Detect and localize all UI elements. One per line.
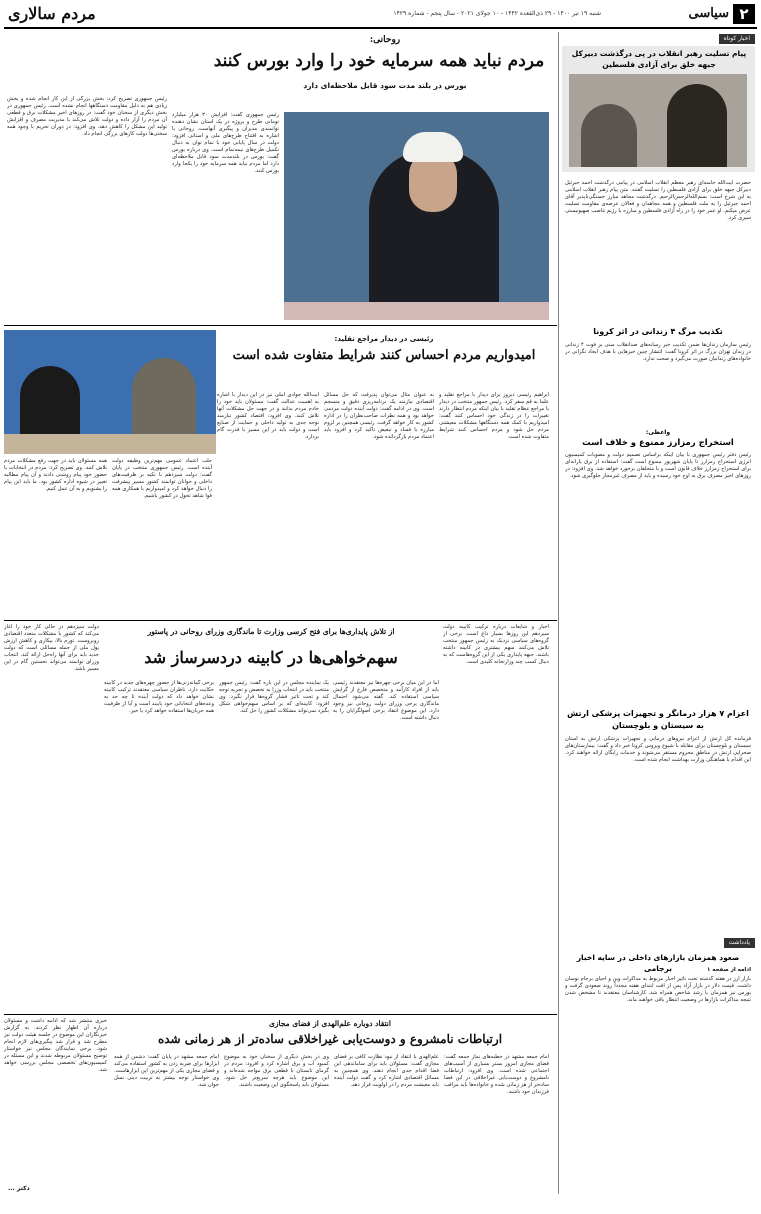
masthead-rule: [4, 27, 757, 29]
second-col-2: به عنوان مثال می‌توان پذیرفت که حل مسائل اقتصادی نیازمند یک برنامه‌ریزی دقیق و منسجم است. وی در ادامه گفت: دولت آینده دولت مردمی خواهد بود و همه نظرات صاحب‌نظران را در اداره کشور به کار خواهد گرفت. رئیسی همچنین بر لزوم مبارزه با فساد و تبعیض تاکید کرد و افزود باید اعتماد مردم بازگردانده شود.: [324, 392, 434, 440]
lead-photo: [284, 112, 549, 320]
date-line: شنبه ۱۹ تیر ۱۴۰۰ - ۲۹ ذی‌القعده ۱۴۴۲ - ۱۰ جولای ۲۰۲۱ - سال پنجم - شماره ۱۴۲۹: [393, 10, 601, 17]
rule-1: [4, 325, 557, 326]
raisi-photo: [4, 330, 216, 454]
fourth-kicker: انتقاد دوباره علم‌الهدی از فضای مجازی: [269, 1019, 391, 1028]
fourth-col-3: وی در بخش دیگری از سخنان خود به موضوع کمبود آب و برق اشاره کرد و افزود: مردم در گرمای تابستان با قطعی برق مواجه شده‌اند و این موضوع باید هرچه سریع‌تر حل شود. مسئولان باید پاسخگوی این وضعیت باشند.: [224, 1054, 329, 1088]
second-col-1: ابراهیم رئیسی دیروز برای دیدار با مراجع تقلید و علما به قم سفر کرد. رئیس جمهور منتخب در دیدار با مراجع عظام تقلید با بیان اینکه مردم انتظار دارند تغییرات را در زندگی خود احساس کنند گفت: امیدواریم با کمک همه دستگاهها مشکلات معیشتی مردم حل شود و مردم احساس کنند شرایط متفاوت شده است.: [439, 392, 549, 440]
condolence-title: پیام تسلیت رهبر انقلاب در پی درگذشت دبیرکل جبهه خلق برای آزادی فلسطین: [571, 49, 747, 69]
second-col-5: همه مسئولان باید در جهت رفع مشکلات مردم تلاش کنند. وی تصریح کرد: مردم در انتخابات با حضور خود پیام روشنی دادند و آن پیام مطالبه تغییر در شیوه اداره کشور بود. ما باید این پیام را بشنویم و به آن عمل کنیم.: [4, 458, 107, 492]
export-body: رئیس دفتر رئیس جمهوری با بیان اینکه براساس تصمیم دولت و مصوبات کمیسیون انرژی استخراج رمزارز تا پایان شهریور ممنوع است گفت: استفاده از برق یارانه‌ای برای استخراج رمزارز خلاف قانون است و با متخلفان برخورد خواهد شد. وی افزود: در روزهای اخیر مصرف برق به اوج خود رسیده و باید از مصرف غیرمجاز جلوگیری شود.: [565, 452, 751, 479]
fourth-col-1: امام جمعه مشهد در خطبه‌های نماز جمعه گفت: فضای مجازی امروز بستر بسیاری از آسیب‌های اجتماعی شده است. وی افزود: ارتباطات نامشروع و دوست‌یابی غیراخلاقی در این فضا ساده‌تر از هر زمانی شده و خانواده‌ها باید مراقب فرزندان خود باشند.: [444, 1054, 549, 1095]
fourth-col-4: امام جمعه مشهد در پایان گفت: دشمن از همه ابزارها برای ضربه زدن به کشور استفاده می‌کند و فضای مجازی یکی از مهم‌ترین این ابزارهاست. وی خواستار توجه بیشتر به تربیت دینی نسل جوان شد.: [114, 1054, 219, 1088]
lead-col-1: رئیس جمهوری گفت: افزایش ۳۰ هزار میلیارد تومانی طرح و پروژه در یک استان نشان دهنده توانمندی مدیران و پیگیری آنهاست. روحانی با اشاره به افتتاح طرح‌های ملی و استانی افزود: دولت در سال پایانی خود با تمام توان به دنبال تکمیل طرح‌های نیمه‌تمام است. وی درباره بورس گفت: بورس در بلندمدت سود قابل ملاحظه‌ای دارد اما مردم نباید همه سرمایه خود را یکجا وارد بورس کنند.: [172, 112, 279, 174]
fourth-col-2: علم‌الهدی با انتقاد از نبود نظارت کافی بر فضای مجازی گفت: مسئولان باید برای ساماندهی این فضا اقدام جدی انجام دهند. وی همچنین به مسائل اقتصادی اشاره کرد و گفت دولت آینده باید معیشت مردم را در اولویت قرار دهد.: [334, 1054, 439, 1088]
condolence-body: حضرت آیت‌الله خامنه‌ای رهبر معظم انقلاب اسلامی در پیامی درگذشت احمد جبرئیل دبیرکل جبهه خلق برای آزادی فلسطین را تسلیت گفتند. متن پیام رهبر انقلاب اسلامی به این شرح است: بسم‌الله‌الرحمن‌الرحیم. درگذشت مجاهد مبارز خستگی‌ناپذیر آقای احمد جبرئیل را به ملت فلسطین و همه مجاهدان و فعالان عرصه‌ی مقاومت تسلیت عرض میکنم. او عمر خود را در راه آزادی فلسطین و مبارزه با رژیم غاصب صهیونیستی سپری کرد.: [565, 180, 751, 221]
second-kicker: رئیسی در دیدار مراجع تقلید:: [334, 335, 434, 343]
health-title: اعزام ۷ هزار درمانگر و تجهیزات پزشکی ارتش به سیستان و بلوچستان: [567, 709, 749, 730]
footer-credit: دکتر ...: [8, 1185, 30, 1192]
page-number-badge: ۲: [733, 4, 755, 24]
export-title: استخراج رمزارز ممنوع و خلاف است: [582, 438, 734, 448]
third-col-right: اخبار و شایعات درباره ترکیب کابینه دولت سیزدهم این روزها بسیار داغ است. برخی از گروه‌های سیاسی نزدیک به رئیس جمهور منتخب تلاش می‌کنند سهم بیشتری در کابینه داشته باشند. جبهه پایداری یکی از این گروه‌هاست که به دنبال کسب چند وزارتخانه کلیدی است.: [443, 624, 549, 665]
third-title: سهم‌خواهی‌ها در کابینه دردسرساز شد: [144, 648, 398, 667]
third-col-3: یک نماینده مجلس در این باره گفت: رئیس جمهور منتخب باید در انتخاب وزرا به تخصص و تجربه توجه کند و تحت تاثیر فشار گروه‌ها قرار نگیرد. وی افزود: کابینه‌ای که بر اساس سهم‌خواهی شکل بگیرد نمی‌تواند مشکلات کشور را حل کند.: [219, 680, 329, 714]
third-col-2: اما در این میان برخی چهره‌ها نیز معتقدند رئیسی باید از افراد کارآمد و متخصص فارغ از گرایش سیاسی استفاده کند. گفته می‌شود احتمال ماندگاری برخی وزرای دولت روحانی نیز وجود دارد. این موضوع انتقاد برخی اصولگرایان را به دنبال داشته است.: [333, 680, 439, 721]
note-body: بازار ارز در هفته گذشته تحت تاثیر اخبار مربوط به مذاکرات وین و احیای برجام نوسان داشت. قیمت دلار در بازار آزاد پس از افت ابتدای هفته مجدداً روند صعودی گرفت و بورس نیز همزمان با رشد شاخص همراه شد. کارشناسان معتقدند تا مشخص شدن نتیجه مذاکرات بازارها در وضعیت انتظار باقی خواهند ماند.: [565, 976, 751, 1003]
section-label: سیاسی: [688, 6, 729, 21]
leader-figure: [667, 84, 727, 167]
corona-body: رئیس سازمان زندان‌ها ضمن تکذیب خبر رسانه‌های ضدانقلاب مبنی بر فوت ۴ زندانی در زندان تهران بزرگ در اثر کرونا گفت: انتشار چنین خبرهایی با هدف ایجاد نگرانی در خانواده‌های زندانیان صورت می‌گیرد و صحت ندارد.: [565, 342, 751, 362]
leader-photo: [569, 74, 747, 167]
third-col-5: دولت سیزدهم در حالی کار خود را آغاز می‌کند که کشور با مشکلات متعدد اقتصادی روبروست. تورم بالا، بیکاری و کاهش ارزش پول ملی از جمله مسائلی است که دولت جدید باید برای آنها راه‌حل ارائه کند. انتخاب وزرای توانمند می‌تواند نخستین گام در این مسیر باشد.: [4, 624, 99, 672]
lead-subtitle: بورس در بلند مدت سود قابل ملاحظه‌ای دارد: [303, 81, 467, 90]
rule-3: [4, 1014, 557, 1015]
corona-title: تکذیب مرگ ۴ زندانی در اثر کرونا: [593, 327, 723, 336]
export-kicker: واعظی:: [645, 429, 671, 436]
lead-kicker: روحانی:: [369, 35, 401, 45]
third-kicker: از تلاش پایداری‌ها برای فتح کرسی وزارت تا ماندگاری وزرای روحانی در پاستور: [147, 627, 395, 636]
second-col-4: جلب اعتماد عمومی مهم‌ترین وظیفه دولت آینده است. رئیس جمهوری منتخب در پایان گفت: دولت سیزدهم با تکیه بر ظرفیت‌های داخلی و جوانان توانمند کشور مسیر پیشرفت را دنبال خواهد کرد و امیدواریم با همکاری همه قوا شاهد تحول در کشور باشیم.: [112, 458, 212, 499]
masthead: [0, 0, 761, 30]
left-continue-column: خبری منتشر شد که ادامه داشت و مسئولان درباره آن اظهار نظر کردند. به گزارش خبرنگاران این موضوع در جلسه هیئت دولت نیز مطرح شد و قرار شد پیگیری‌های لازم انجام شود. برخی نمایندگان مجلس نیز خواستار توضیح مسئولان مربوطه شدند و این مسئله در کمیسیون‌های تخصصی مجلس بررسی خواهد شد.: [4, 1018, 107, 1073]
sidebar-tag: اخبار کوتاه: [719, 34, 755, 44]
figure-two: [581, 104, 637, 167]
rule-2: [4, 620, 557, 621]
lead-col-2: رئیس جمهوری تصریح کرد: بخش بزرگی از این کار انجام شده و بخش زیادی هم به دلیل مقاومت دستگاهها انجام نشده است. رئیس جمهوری در بخش دیگری از سخنان خود گفت: در روزهای اخیر مشکلات برق و قطعی آن مردم را آزار داده و دولت تلاش می‌کند با مدیریت مصرف و افزایش تولید این مشکل را کاهش دهد. وی افزود: در دوران تحریم با وجود همه سختی‌ها دولت کارهای بزرگی انجام داد.: [7, 96, 167, 137]
flowers-decor: [284, 302, 549, 320]
paper-name: مردم سالاری: [8, 4, 96, 23]
fourth-title: ارتباطات نامشروع و دوست‌یابی غیراخلاقی ساده‌تر از هر زمانی شده: [157, 1032, 503, 1046]
sofa-shape: [4, 434, 216, 454]
lead-title: مردم نباید همه سرمایه خود را وارد بورس کنند: [213, 51, 545, 71]
note-continue: ادامه از صفحه ۱: [706, 967, 751, 973]
turban-shape: [403, 132, 463, 162]
note-title: صعود همزمان بازارهای داخلی در سایه اخبار برجامی: [576, 953, 740, 973]
health-body: فرمانده کل ارتش از اعزام نیروهای درمانی و تجهیزات پزشکی ارتش به استان سیستان و بلوچستان برای مقابله با شیوع ویروس کرونا خبر داد و گفت: بیمارستان‌های صحرایی ارتش در مناطق محروم مستقر می‌شوند و خدمات رایگان ارائه خواهند کرد. این اقدام با هماهنگی وزارت بهداشت انجام شده است.: [565, 736, 751, 763]
third-col-4: برخی گمانه‌زنی‌ها از حضور چهره‌های جدید در کابینه حکایت دارد. ناظران سیاسی معتقدند ترکیب کابینه نشان خواهد داد که دولت آینده تا چه حد به وعده‌های انتخاباتی خود پایبند است و آیا از ظرفیت همه جریان‌ها استفاده خواهد کرد یا خیر.: [104, 680, 214, 714]
note-tag: یادداشت: [724, 938, 755, 948]
second-col-3: آیت‌الله جوادی آملی نیز در این دیدار با اشاره به اهمیت عدالت گفت: مسئولان باید خود را خادم مردم بدانند و در جهت حل مشکلات آنها تلاش کنند. وی افزود: اقتصاد کشور نیازمند توجه جدی به تولید داخلی و حمایت از صنایع است و دولت باید در این مسیر با قدرت گام بردارد.: [217, 392, 319, 440]
sidebar: [558, 32, 757, 1194]
second-title: امیدواریم مردم احساس کنند شرایط متفاوت شده است: [232, 348, 536, 363]
